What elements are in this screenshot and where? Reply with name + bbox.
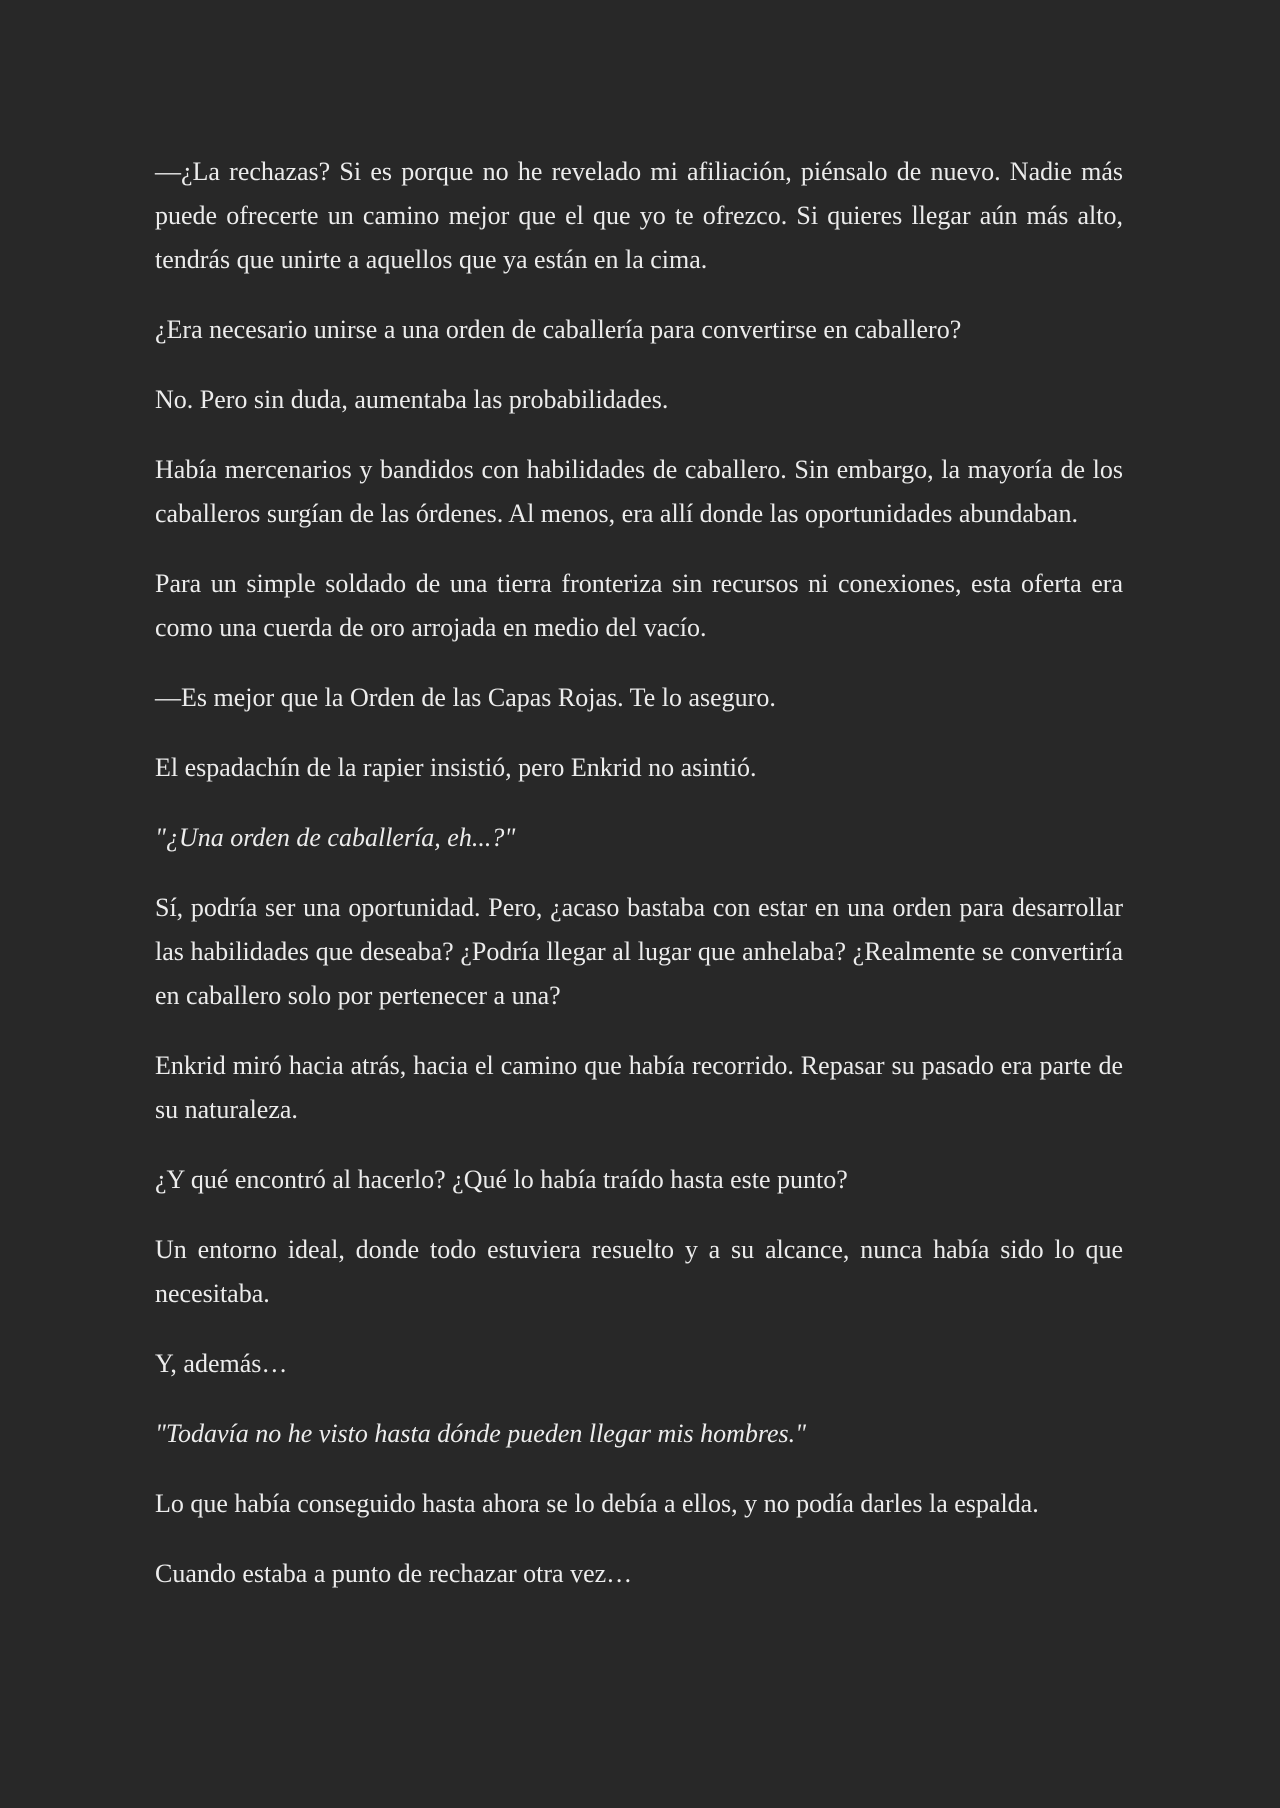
paragraph: El espadachín de la rapier insistió, pero Enkrid no asintió. [155,753,757,782]
paragraph: Cuando estaba a punto de rechazar otra vez… [155,1559,633,1588]
paragraph: Lo que había conseguido hasta ahora se lo debía a ellos, y no podía darles la espalda. [155,1489,1039,1518]
thought-paragraph: "¿Una orden de caballería, eh...?" [155,823,516,852]
paragraph: No. Pero sin duda, aumentaba las probabilidades. [155,385,669,414]
paragraph: Había mercenarios y bandidos con habilidades de caballero. Sin embargo, la mayoría de los caballeros surgían de las órdenes. Al menos, era allí donde las oportunidades abundaban. [155,455,1123,528]
paragraph: Para un simple soldado de una tierra fronteriza sin recursos ni conexiones, esta oferta era como una cuerda de oro arrojada en medio del vacío. [155,569,1123,642]
paragraph: Un entorno ideal, donde todo estuviera resuelto y a su alcance, nunca había sido lo que necesitaba. [155,1235,1123,1308]
paragraph: —Es mejor que la Orden de las Capas Rojas. Te lo aseguro. [155,683,776,712]
paragraph: ¿Y qué encontró al hacerlo? ¿Qué lo había traído hasta este punto? [155,1165,848,1194]
chapter-text [155,150,1123,1622]
paragraph: Sí, podría ser una oportunidad. Pero, ¿acaso bastaba con estar en una orden para desarrollar las habilidades que deseaba? ¿Podría llegar al lugar que anhelaba? ¿Realmente se convertiría en caballero solo por pertenecer a una? [155,893,1123,1010]
paragraph: Y, además… [155,1349,288,1378]
thought-paragraph: "Todavía no he visto hasta dónde pueden llegar mis hombres." [155,1419,807,1448]
paragraph: Enkrid miró hacia atrás, hacia el camino que había recorrido. Repasar su pasado era parte de su naturaleza. [155,1051,1123,1124]
paragraph: —¿La rechazas? Si es porque no he revelado mi afiliación, piénsalo de nuevo. Nadie más puede ofrecerte un camino mejor que el que yo te ofrezco. Si quieres llegar aún más alto, tendrás que unirte a aquellos que ya están en la cima. [155,157,1123,274]
paragraph: ¿Era necesario unirse a una orden de caballería para convertirse en caballero? [155,315,962,344]
